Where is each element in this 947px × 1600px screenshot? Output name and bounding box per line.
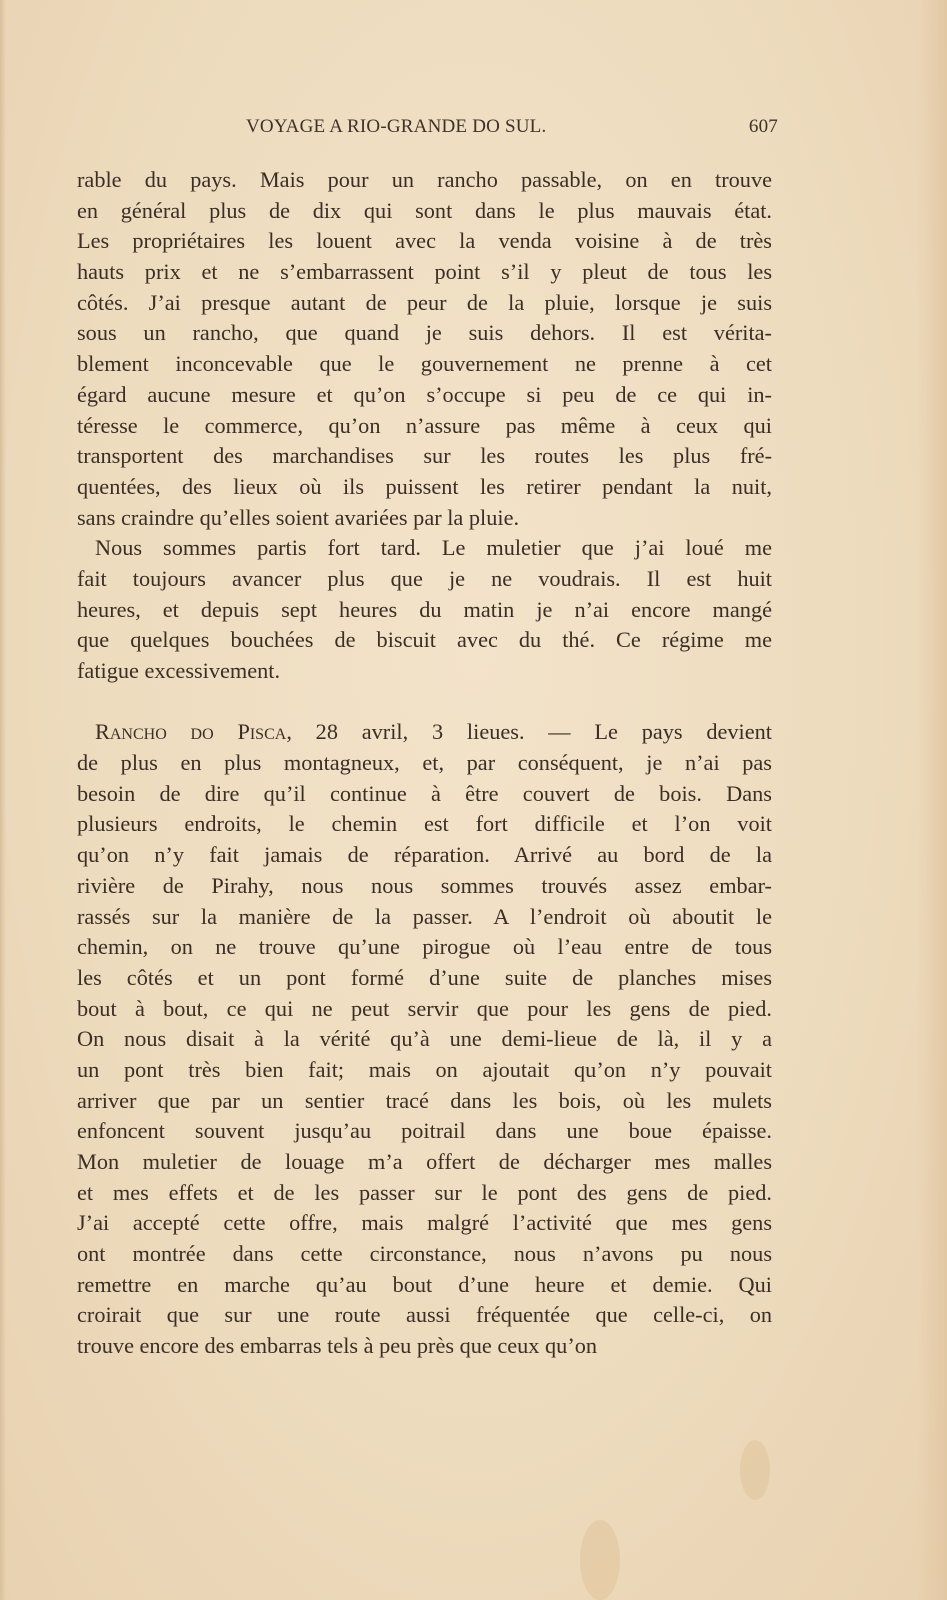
text-line: sous un rancho, que quand je suis dehors. Il est vérita- [77, 320, 772, 346]
text-line: fait toujours avancer plus que je ne voudrais. Il est huit [77, 565, 772, 591]
text-line: un pont très bien fait; mais on ajoutait qu’on n’y pouvait [77, 1056, 772, 1082]
text-line: besoin de dire qu’il continue à être couvert de bois. Dans [77, 780, 772, 806]
text-line: arriver que par un sentier tracé dans les bois, où les mulets [77, 1087, 772, 1113]
text-line: égard aucune mesure et qu’on s’occupe si peu de ce qui in- [77, 381, 772, 407]
text-line: remettre en marche qu’au bout d’une heure et demie. Qui [77, 1271, 772, 1297]
text-line: J’ai accepté cette offre, mais malgré l’activité que mes gens [77, 1210, 772, 1236]
paper-stain [580, 1520, 620, 1600]
page-edge-left [0, 0, 6, 1600]
text-line: côtés. J’ai presque autant de peur de la pluie, lorsque je suis [77, 289, 772, 315]
running-title: VOYAGE A RIO-GRANDE DO SUL. [246, 116, 547, 137]
text-line: transportent des marchandises sur les routes les plus fré- [77, 443, 772, 469]
text-line: et mes effets et de les passer sur le pont des gens de pied. [77, 1179, 772, 1205]
page-edge-right [917, 0, 947, 1600]
text-line: en général plus de dix qui sont dans le plus mauvais état. [77, 197, 772, 223]
text-line: que quelques bouchées de biscuit avec du thé. Ce régime me [77, 627, 772, 653]
text-line: chemin, on ne trouve qu’une pirogue où l’eau entre de tous [77, 934, 772, 960]
text-line: trouve encore des embarras tels à peu près que ceux qu’on [77, 1333, 598, 1359]
text-line: quentées, des lieux où ils puissent les retirer pendant la nuit, [77, 473, 772, 499]
text-line: enfoncent souvent jusqu’au poitrail dans une boue épaisse. [77, 1118, 772, 1144]
text-line: plusieurs endroits, le chemin est fort difficile et l’on voit [77, 811, 772, 837]
body-text [77, 165, 772, 1362]
text-line: Les propriétaires les louent avec la venda voisine à de très [77, 228, 772, 254]
text-line: Mon muletier de louage m’a offert de décharger mes malles [77, 1149, 772, 1174]
text-line: téresse le commerce, qu’on n’assure pas même à ceux qui [77, 412, 772, 438]
text-line: rable du pays. Mais pour un rancho passable, on en trouve [77, 167, 772, 192]
text-line: hauts prix et ne s’embarrassent point s’il y pleut de tous les [77, 259, 772, 285]
paper-stain [740, 1440, 770, 1500]
text-line: sans craindre qu’elles soient avariées par la pluie. [77, 504, 520, 530]
text-line: heures, et depuis sept heures du matin je n’ai encore mangé [77, 596, 772, 622]
text-line [77, 717, 772, 748]
text-line: bout à bout, ce qui ne peut servir que pour les gens de pied. [77, 995, 772, 1021]
text-line: Nous sommes partis fort tard. Le muletier que j’ai loué me [95, 535, 772, 561]
text-line: croirait que sur une route aussi fréquentée que celle-ci, on [77, 1302, 772, 1328]
text-line: rivière de Pirahy, nous nous sommes trouvés assez embar- [77, 872, 772, 898]
page-number: 607 [748, 116, 778, 137]
text-line-rest: , 28 avril, 3 lieues. — Le pays devient [286, 719, 772, 745]
text-line: les côtés et un pont formé d’une suite de planches mises [77, 964, 772, 990]
text-line: ont montrée dans cette circonstance, nous n’avons pu nous [77, 1241, 772, 1267]
section-heading-place: Rancho do Pisca [95, 719, 287, 745]
text-line: On nous disait à la vérité qu’à une demi-lieue de là, il y a [77, 1026, 772, 1052]
text-line: blement inconcevable que le gouvernement ne prenne à cet [77, 351, 772, 377]
text-line: rassés sur la manière de la passer. A l’endroit où aboutit le [77, 903, 772, 929]
paragraph [77, 165, 772, 533]
section-gap [77, 687, 772, 718]
paragraph [77, 533, 772, 686]
text-line: de plus en plus montagneux, et, par conséquent, je n’ai pas [77, 750, 772, 776]
text-line: qu’on n’y fait jamais de réparation. Arrivé au bord de la [77, 842, 772, 868]
paragraph [77, 717, 772, 1361]
text-line: fatigue excessivement. [77, 658, 281, 683]
